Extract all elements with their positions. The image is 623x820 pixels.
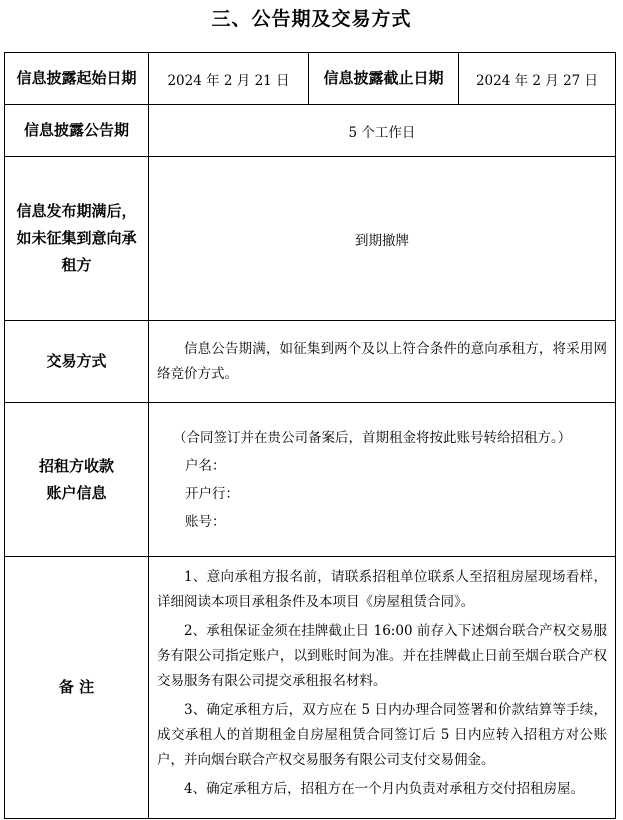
row-remarks [5,557,616,819]
account-cell [149,403,616,557]
method-cell [149,321,616,403]
remarks-list [149,557,615,802]
disclosure-table [4,52,616,819]
account-label-line: 招租方收款 [38,456,114,475]
end-date-value: 2024 年 2 月 27 日 [459,53,616,105]
expiry-label [5,157,149,321]
row-period [5,105,616,157]
account-info [149,424,615,536]
method-label: 交易方式 [5,321,149,403]
period-label: 信息披露公告期 [5,105,149,157]
account-label-line: 账户信息 [46,483,107,502]
start-date-label: 信息披露起始日期 [5,53,149,105]
account-name-field: 户名： [185,457,226,474]
remark-item: 2、承租保证金须在挂牌截止日 16:00 前存入下述烟台联合产权交易服务有限公司指定账户，以到账时间为准。并在挂牌截止日前至烟台联合产权交易服务有限公司提交承租报名材料。 [157,623,607,689]
account-label [5,403,149,557]
period-value: 5 个工作日 [149,105,616,157]
remarks-cell [149,557,616,819]
row-account [5,403,616,557]
account-bank-field: 开户行： [185,485,239,502]
remark-item: 3、确定承租方后，双方应在 5 日内办理合同签署和价款结算等手续，成交承租人的首期租金自房屋租赁合同签订后 5 日内应转入招租方对公账户，并向烟台联合产权交易服务有限公司支付交易佣金。 [157,702,607,768]
account-note: （合同签订并在贵公司备案后，首期租金将按此账号转给招租方。） [173,429,572,446]
expiry-label-line: 信息发布期满后， [16,202,137,220]
end-date-label: 信息披露截止日期 [309,53,459,105]
remarks-label: 备 注 [5,557,149,819]
remark-item: 4、确定承租方后，招租方在一个月内负责对承租方交付招租房屋。 [184,781,585,797]
page-title: 三、公告期及交易方式 [211,8,412,30]
expiry-value: 到期撤牌 [149,157,616,321]
row-expiry [5,157,616,321]
row-method [5,321,616,403]
start-date-value: 2024 年 2 月 21 日 [149,53,309,105]
account-number-field: 账号： [185,513,226,530]
method-value: 信息公告期满，如征集到两个及以上符合条件的意向承租方，将采用网络竞价方式。 [157,340,607,382]
expiry-label-line: 如未征集到意向承 [16,229,137,247]
remark-item: 1、意向承租方报名前，请联系招租单位联系人至招租房屋现场看样，详细阅读本项目承租条件及本项目《房屋租赁合同》。 [157,569,607,610]
row-dates [5,53,616,105]
expiry-label-line: 租方 [61,256,92,274]
